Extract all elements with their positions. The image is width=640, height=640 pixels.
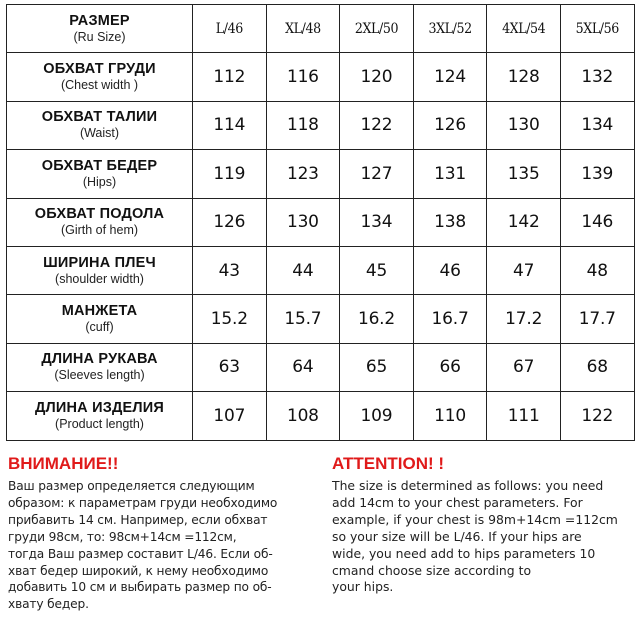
table-cell: 134 — [340, 198, 414, 246]
row-label-sub: (cuff) — [85, 320, 114, 335]
table-cell: 142 — [487, 198, 561, 246]
table-cell: 119 — [193, 150, 267, 198]
attention-note-en — [332, 454, 634, 596]
table-cell: 146 — [560, 198, 634, 246]
table-cell: 116 — [266, 53, 340, 101]
table-row — [7, 392, 635, 440]
table-cell: 126 — [193, 198, 267, 246]
row-label-main: МАНЖЕТА — [61, 303, 138, 320]
table-row — [7, 198, 635, 246]
row-label-main: ДЛИНА РУКАВА — [41, 351, 158, 368]
row-label-cell — [7, 150, 193, 198]
table-cell: 65 — [340, 343, 414, 391]
table-cell: 15.7 — [266, 295, 340, 343]
table-cell: 48 — [560, 246, 634, 294]
table-cell: 112 — [193, 53, 267, 101]
table-cell: 135 — [487, 150, 561, 198]
table-header-row — [7, 5, 635, 53]
size-header-cell: L/46 — [193, 5, 267, 53]
table-cell: 130 — [266, 198, 340, 246]
table-cell: 109 — [340, 392, 414, 440]
table-row — [7, 246, 635, 294]
table-cell: 126 — [413, 101, 487, 149]
row-label-sub: (Sleeves length) — [54, 368, 145, 383]
table-cell: 17.2 — [487, 295, 561, 343]
table-cell: 114 — [193, 101, 267, 149]
size-header-cell: 3XL/52 — [413, 5, 487, 53]
row-label-cell — [7, 198, 193, 246]
attention-text-ru: Ваш размер определяется следующим образом: к параметрам груди необходимо прибавить 14 см. Например, если обхват груди 98см, то: 98см+14см =112см, тогда Ваш размер составит L/46. Если об- хват бедер широкий, к нему необходимо добавить 10 см и выбирать размер по об- хвату бедер. — [8, 479, 278, 612]
table-cell: 118 — [266, 101, 340, 149]
table-cell: 127 — [340, 150, 414, 198]
row-label-cell — [7, 343, 193, 391]
row-label-main: ШИРИНА ПЛЕЧ — [43, 254, 156, 271]
row-label-sub: (Product length) — [55, 416, 144, 431]
row-label-main: ОБХВАТ ТАЛИИ — [41, 109, 158, 126]
table-cell: 111 — [487, 392, 561, 440]
table-cell: 108 — [266, 392, 340, 440]
table-cell: 63 — [193, 343, 267, 391]
row-label-cell — [7, 392, 193, 440]
size-header-cell: 5XL/56 — [560, 5, 634, 53]
header-label-main: РАЗМЕР — [69, 12, 130, 29]
table-cell: 138 — [413, 198, 487, 246]
header-label-sub: (Ru Size) — [73, 29, 126, 44]
size-header-cell: 2XL/50 — [340, 5, 414, 53]
table-cell: 46 — [413, 246, 487, 294]
table-cell: 123 — [266, 150, 340, 198]
header-label-cell — [7, 5, 193, 53]
attention-text-en: The size is determined as follows: you need add 14cm to your chest parameters. For example, if your chest is 98m+14cm =112cm so your size will be L/46. If your hips are wide, you need add to hips parameters 10 cmand choose size according to your hips. — [332, 478, 618, 595]
row-label-main: ОБХВАТ БЕДЕР — [41, 157, 158, 174]
row-label-sub: (shoulder width) — [55, 271, 144, 286]
table-cell: 16.2 — [340, 295, 414, 343]
table-cell: 122 — [340, 101, 414, 149]
attention-title-en: ATTENTION! ! — [332, 454, 445, 473]
table-cell: 130 — [487, 101, 561, 149]
table-cell: 45 — [340, 246, 414, 294]
table-cell: 110 — [413, 392, 487, 440]
row-label-cell — [7, 53, 193, 101]
table-cell: 64 — [266, 343, 340, 391]
table-row — [7, 53, 635, 101]
row-label-cell — [7, 295, 193, 343]
table-cell: 120 — [340, 53, 414, 101]
table-cell: 17.7 — [560, 295, 634, 343]
table-cell: 47 — [487, 246, 561, 294]
table-row — [7, 343, 635, 391]
table-cell: 15.2 — [193, 295, 267, 343]
table-row — [7, 150, 635, 198]
table-cell: 128 — [487, 53, 561, 101]
table-cell: 134 — [560, 101, 634, 149]
table-row — [7, 101, 635, 149]
table-cell: 43 — [193, 246, 267, 294]
table-cell: 16.7 — [413, 295, 487, 343]
size-header-cell: 4XL/54 — [487, 5, 561, 53]
table-cell: 124 — [413, 53, 487, 101]
row-label-main: ДЛИНА ИЗДЕЛИЯ — [34, 399, 165, 416]
table-cell: 131 — [413, 150, 487, 198]
table-row — [7, 295, 635, 343]
row-label-cell — [7, 246, 193, 294]
attention-title-ru: ВНИМАНИЕ!! — [8, 454, 119, 473]
table-cell: 122 — [560, 392, 634, 440]
row-label-sub: (Waist) — [79, 126, 120, 141]
table-cell: 66 — [413, 343, 487, 391]
row-label-sub: (Hips) — [82, 174, 117, 189]
table-cell: 44 — [266, 246, 340, 294]
row-label-sub: (Girth of hem) — [60, 223, 139, 238]
row-label-main: ОБХВАТ ГРУДИ — [43, 61, 156, 78]
table-cell: 107 — [193, 392, 267, 440]
row-label-cell — [7, 101, 193, 149]
row-label-main: ОБХВАТ ПОДОЛА — [34, 206, 165, 223]
row-label-sub: (Chest width ) — [60, 78, 139, 93]
table-cell: 132 — [560, 53, 634, 101]
table-cell: 68 — [560, 343, 634, 391]
size-header-cell: XL/48 — [266, 5, 340, 53]
table-cell: 139 — [560, 150, 634, 198]
table-cell: 67 — [487, 343, 561, 391]
size-chart-table — [6, 4, 635, 441]
attention-note-ru — [8, 454, 324, 613]
